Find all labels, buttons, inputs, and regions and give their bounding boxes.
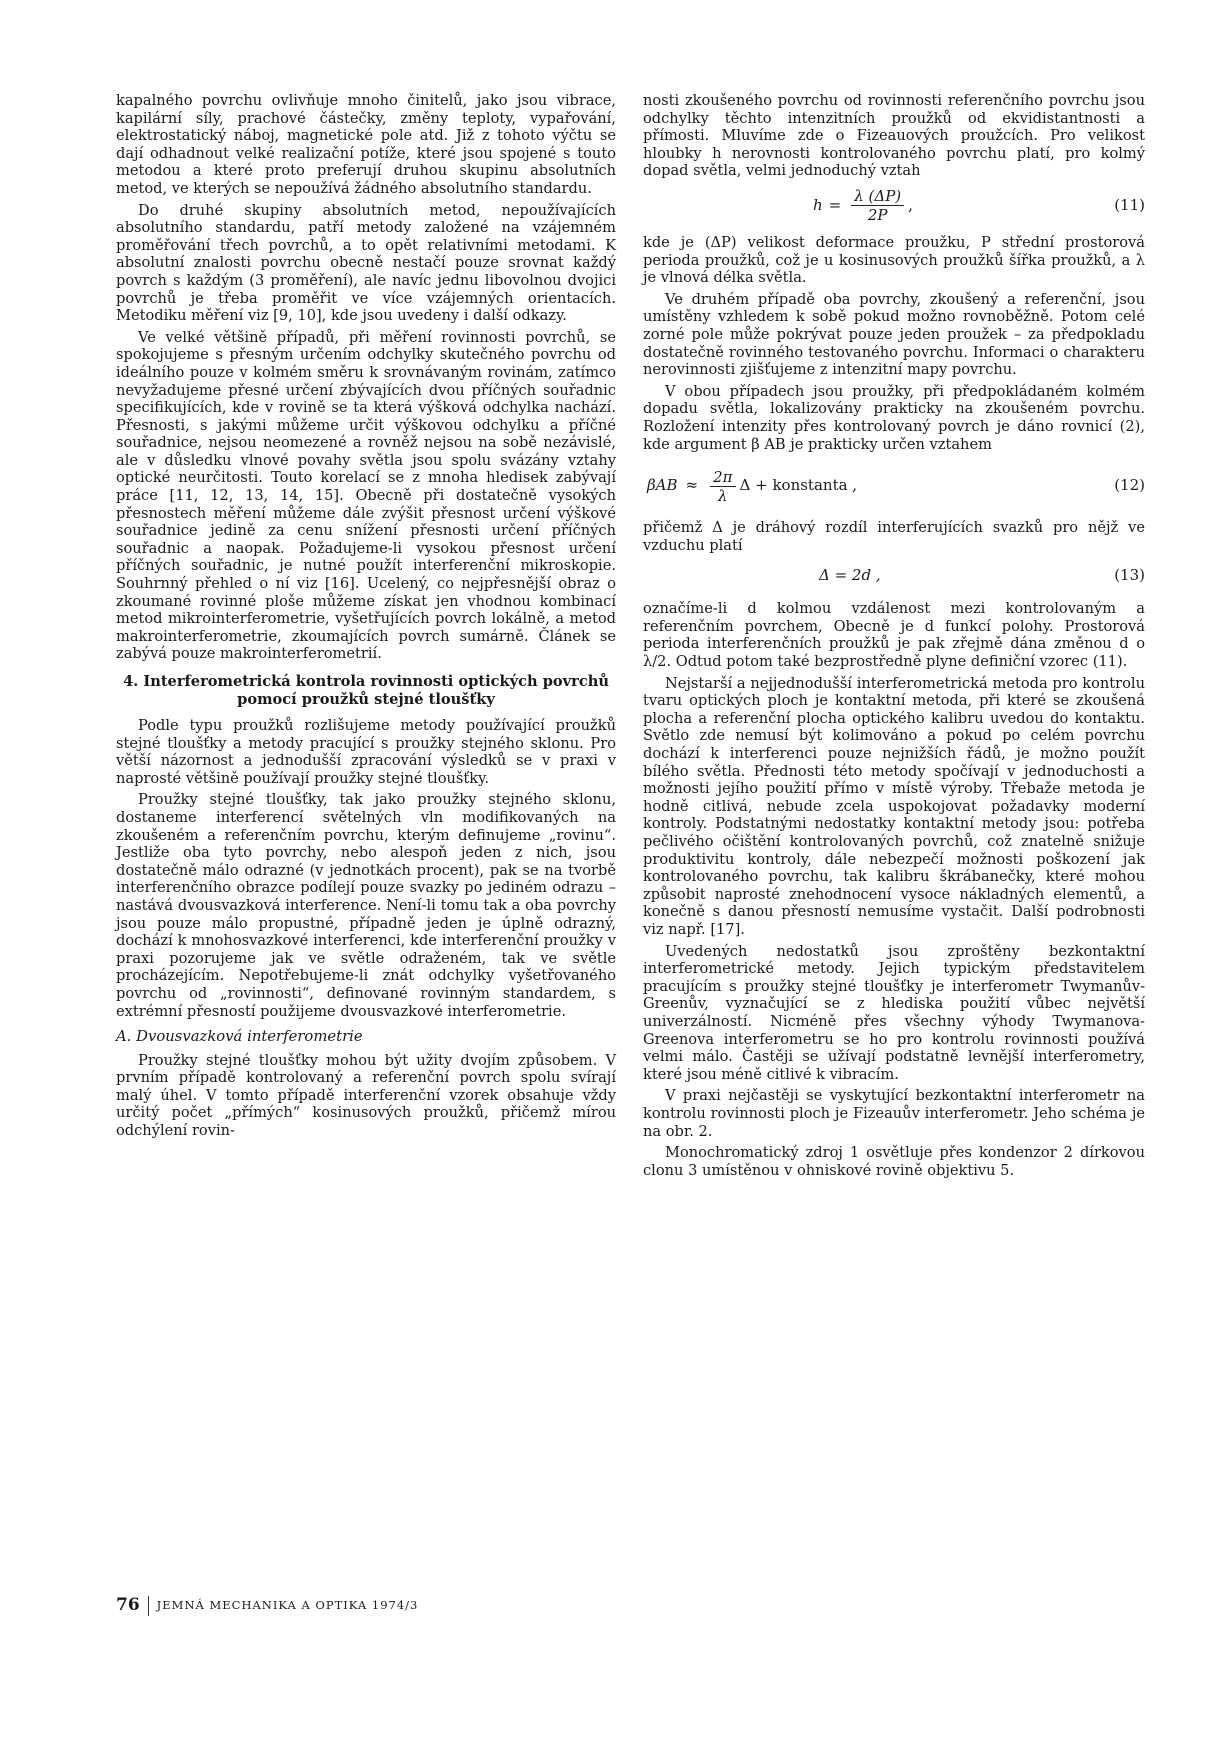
paragraph: Do druhé skupiny absolutních metod, nepoužívajících absolutního standardu, patří metody založené na vzájemném proměřování třech povrchů, a to opět relativními metodami. K absolutní znalosti povrchu obecně nestačí pouze srovnat každý povrch s každým (3 proměření), ale navíc jednu libovolnou dvojici povrchů je třeba proměřit ve více vzájemných orientacích. Metodiku měření viz [9, 10], kde jsou uvedeny i další odkazy. <box>116 201 616 325</box>
paragraph: kde je (ΔP) velikost deformace proužku, P střední prostorová perioda proužků, což je u kosinusových proužků šířka proužků, a λ je vlnová délka světla. <box>643 233 1145 287</box>
equation-lhs: h <box>813 196 823 215</box>
equation-lhs: βAB <box>647 476 678 495</box>
right-column <box>643 92 1145 1183</box>
paragraph: Proužky stejné tloušťky, tak jako proužky stejného sklonu, dostaneme interferencí světelných vln modifikovaných na zkoušeném a referenčním povrchu, kterým definujeme „rovinu“. Jestliže oba tyto povrchy, nebo alespoň jeden z nich, jsou dostatečně málo odrazné (v jednotkách procent), pak se na tvorbě interferenčního obrazce podílejí pouze svazky po jediném odrazu – nastává dvousvazková interference. Není-li tomu tak a oba povrchy jsou pouze málo propustné, případně jeden je úplně odrazný, dochází k mnohosvazkové interferenci, kde interferenční proužky v praxi pozorujeme jak ve světle odraženém, tak ve světle procházejícím. Nepotřebujeme-li znát odchylky vyšetřovaného povrchu od „rovinnosti“, definované rovinným standardem, s extrémní přesností použijeme dvousvazkové interferometrie. <box>116 791 616 1020</box>
paragraph: kapalného povrchu ovlivňuje mnoho činitelů, jako jsou vibrace, kapilární síly, prachové částečky, změny teploty, vypařování, elektrostatický náboj, magnetické pole atd. Již z tohoto výčtu se dají odhadnout velké realizační potíže, které jsou spojené s touto metodou a které proto preferují druhou skupinu absolutních metod, ve kterých se nepoužívá žádného absolutního standardu. <box>116 92 616 197</box>
paragraph: V obou případech jsou proužky, při předpokládaném kolmém dopadu světla, lokalizovány prakticky na zkoušeném povrchu. Rozložení intenzity přes kontrolovaný povrch je dáno rovnicí (2), kde argument β AB je prakticky určen vztahem <box>643 382 1145 453</box>
footer-divider <box>148 1596 149 1616</box>
paragraph: Podle typu proužků rozlišujeme metody používající proužků stejné tloušťky a metody pracující s proužky stejného sklonu. Pro větší názornost a jednodušší zpracování výsledků se v praxi v naprosté většině používají proužky stejné tloušťky. <box>116 717 616 787</box>
page-number: 76 <box>116 1595 140 1616</box>
fraction-denominator: λ <box>718 486 728 505</box>
paragraph: Nejstarší a nejjednodušší interferometrická metoda pro kontrolu tvaru optických ploch je kontaktní metoda, při které se zkoušená plocha a referenční plocha optického kalibru uvedou do kontaktu. Světlo zde nemusí být kolimováno a pokud po celém povrchu dochází k interferenci pouze nejnižších řádů, je možno použít bílého světla. Přednosti této metody spočívají v jednoduchosti a možnosti jejího použití přímo v místě výroby. Třebaže metoda je hodně citlivá, nebude zcela uspokojovat požadavky moderní kontroly. Podstatnými nedostatky kontaktní metody jsou: potřeba pečlivého očištění kontrolovaných povrchů, což znatelně snižuje produktivitu kontroly, dále nebezpečí možnosti poškození jak kontrolovaného povrchu, tak kalibru škrábanečky, které mohou způsobit naprosté znehodnocení vysoce nákladných elementů, a konečně s danou přesností nemusíme vystačit. Další podrobnosti viz např. [17]. <box>643 674 1145 938</box>
paragraph: nosti zkoušeného povrchu od rovinnosti referenčního povrchu jsou odchylky těchto intenzitních proužků od ekvidistantnosti a přímosti. Mluvíme zde o Fizeauových proužcích. Pro velikost hloubky h nerovnosti kontrolovaného povrchu platí, pro kolmý dopad světla, velmi jednoduchý vztah <box>643 92 1145 180</box>
paragraph: Ve druhém případě oba povrchy, zkoušený a referenční, jsou umístěny vzhledem k sobě pokud možno rovnoběžně. Potom celé zorné pole může pokrývat pouze jeden proužek – za předpokladu dostatečně rovinného testovaného povrchu. Informaci o charakteru nerovinnosti zjišťujeme z intenzitní mapy povrchu. <box>643 290 1145 379</box>
fraction-denominator: 2P <box>867 206 888 225</box>
equation-trail: , <box>908 196 913 215</box>
equation-number: (13) <box>1114 566 1145 585</box>
section-heading: 4. Interferometrická kontrola rovinnosti optických povrchů pomocí proužků stejné tloušťky <box>123 673 609 708</box>
fraction-numerator: λ (ΔP) <box>851 187 904 206</box>
equation-expression: Δ = 2d , <box>819 566 881 585</box>
journal-name: JEMNÁ MECHANIKA A OPTIKA 1974/3 <box>156 1598 419 1613</box>
paragraph: Uvedených nedostatků jsou zproštěny bezkontaktní interferometrické metody. Jejich typickým představitelem pracujícím s proužky stejné tloušťky je interferometr Twymanův-Greenův, vyznačující se z hlediska použití vůbec největší univerzálností. Nicméně přes všechny výhody Twymanova-Greenova interferometru se ho pro kontrolu rovinnosti používá velmi málo. Častěji se užívají podstatně levnější interferometry, které jsou méně citlivé k vibracím. <box>643 942 1145 1083</box>
equation-operator: = <box>828 196 842 215</box>
paragraph: Proužky stejné tloušťky mohou být užity dvojím způsobem. V prvním případě kontrolovaný a referenční povrch spolu svírají malý úhel. V tomto případě interferenční vzorek obsahuje vždy určitý počet „přímých“ kosinusových proužků, přičemž mírou odchýlení rovin- <box>116 1051 616 1140</box>
fraction-numerator: 2π <box>710 468 735 487</box>
paragraph: přičemž Δ je dráhový rozdíl interferujících svazků pro nějž ve vzduchu platí <box>643 519 1145 554</box>
equation-rest: Δ + konstanta , <box>739 476 858 495</box>
left-column <box>116 92 616 1144</box>
equation-number: (11) <box>1114 196 1145 215</box>
paragraph: označíme-li d kolmou vzdálenost mezi kontrolovaným a referenčním povrchem, Obecně je d funkcí polohy. Prostorová perioda interferenčních proužků je pak zřejmě dána změnou d o λ/2. Odtud potom také bezprostředně plyne definiční vzorec (11). <box>643 600 1145 671</box>
equation-12 <box>643 459 1145 513</box>
subsection-heading: A. Dvousvazková interferometrie <box>116 1028 363 1046</box>
equation-13 <box>643 558 1145 594</box>
equation-number: (12) <box>1114 476 1145 495</box>
fraction <box>851 187 904 224</box>
equation-11 <box>643 184 1145 228</box>
equation-operator: ≈ <box>685 476 699 495</box>
paragraph: Monochromatický zdroj 1 osvětluje přes kondenzor 2 dírkovou clonu 3 umístěnou v ohniskové rovině objektivu 5. <box>643 1144 1145 1179</box>
paragraph: Ve velké většině případů, při měření rovinnosti povrchů, se spokojujeme s přesným určením odchylky skutečného povrchu od ideálního pouze v kolmém směru k srovnávaným rovinám, zatímco nevyžadujeme přesné určení zbývajících dvou příčných souřadnic specifikujících, kde v rovině se ta která výšková odchylka nachází. Přesnosti, s jakými můžeme určit výškovou odchylku a příčné souřadnice, nejsou neomezené a rovněž nejsou na sobě nezávislé, ale v důsledku vlnové povahy světla jsou spolu svázány vztahy optické neurčitosti. Touto korelací se z mnoha hledisek zabývají práce [11, 12, 13, 14, 15]. Obecně při dostatečně vysokých přesnostech měření můžeme dále zvýšit přesnost určení výškové souřadnice jedině za cenu snížení přesnosti určení příčných souřadnic a naopak. Požadujeme-li vysokou přesnost určení příčných souřadnic, je nutné použít interferenční mikroskopie. Souhrnný přehled o ní viz [16]. Ucelený, co nejpřesnější obraz o zkoumané rovinné ploše můžeme získat jen vhodnou kombinací metod mikrointerferometrie, vyšetřujících povrch lokálně, a metod makrointerferometrie, zkoumajících povrch sumárně. Článek se zabývá pouze makrointerferometrií. <box>116 328 616 663</box>
paragraph: V praxi nejčastěji se vyskytující bezkontaktní interferometr na kontrolu rovinnosti ploch je Fizeauův interferometr. Jeho schéma je na obr. 2. <box>643 1087 1145 1140</box>
fraction <box>710 468 735 505</box>
page-footer <box>116 1594 418 1618</box>
